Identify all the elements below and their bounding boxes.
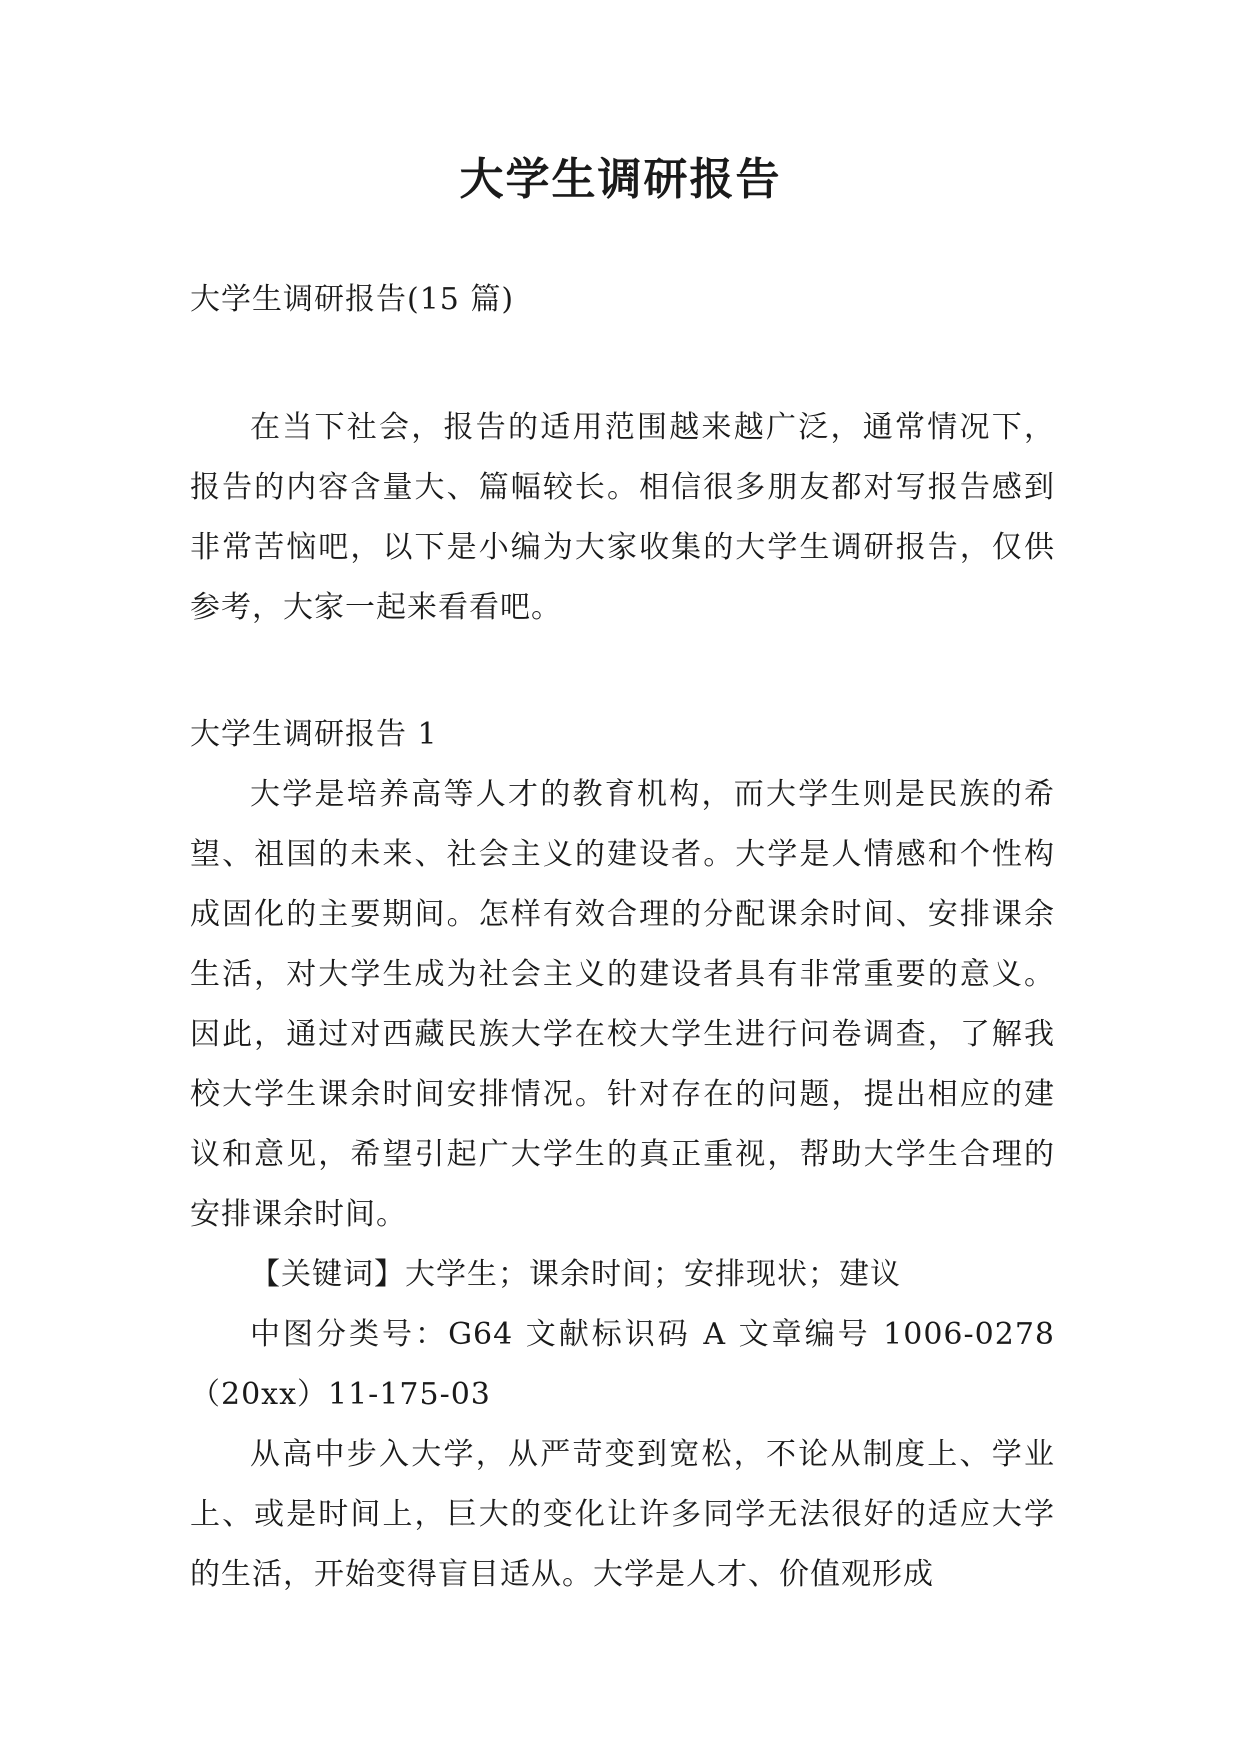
paragraph: 从高中步入大学，从严苛变到宽松，不论从制度上、学业上、或是时间上，巨大的变化让许多同学无法很好的适应大学的生活，开始变得盲目适从。大学是人才、价值观形成 <box>190 1437 1055 1592</box>
section-heading: 大学生调研报告 1 <box>190 717 438 752</box>
keywords-line: 【关键词】大学生；课余时间；安排现状；建议 <box>250 1257 901 1292</box>
paragraph: 大学是培养高等人才的教育机构，而大学生则是民族的希望、祖国的未来、社会主义的建设者。大学是人情感和个性构成固化的主要期间。怎样有效合理的分配课余时间、安排课余生活，对大学生成为社会主义的建设者具有非常重要的意义。因此，通过对西藏民族大学在校大学生进行问卷调查，了解我校大学生课余时间安排情况。针对存在的问题，提出相应的建议和意见，希望引起广大学生的真正重视，帮助大学生合理的安排课余时间。 <box>190 777 1055 1232</box>
intro-text: 在当下社会，报告的适用范围越来越广泛，通常情况下，报告的内容含量大、篇幅较长。相信很多朋友都对写报告感到非常苦恼吧，以下是小编为大家收集的大学生调研报告，仅供参考，大家一起来看看吧。 <box>190 410 1055 625</box>
intro-paragraph <box>190 398 1055 638</box>
classification-line: 中图分类号：G64 文献标识码 A 文章编号 1006-0278（20xx）11-175-03 <box>190 1317 1055 1412</box>
document-subtitle: 大学生调研报告(15 篇) <box>190 282 515 317</box>
document-title: 大学生调研报告 <box>459 154 782 205</box>
section-body <box>190 765 1055 1605</box>
